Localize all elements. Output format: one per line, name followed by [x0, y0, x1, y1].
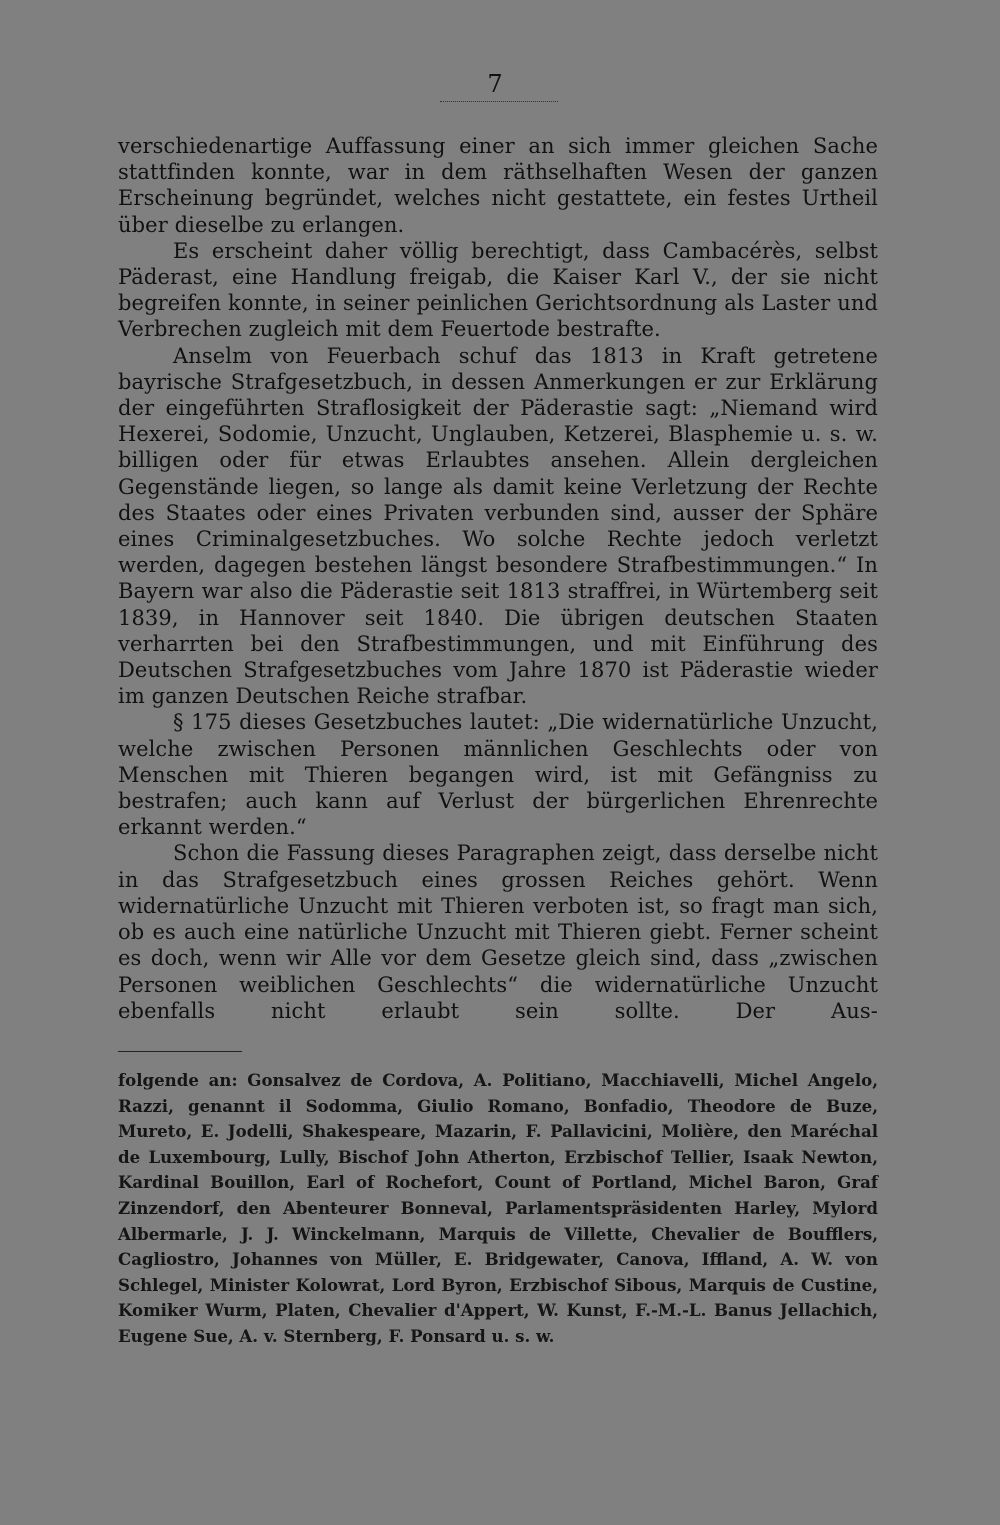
- footnote-text: folgende an: Gonsalvez de Cordova, A. Politiano, Macchiavelli, Michel Angelo, Razzi, genannt il Sodomma, Giulio Romano, Bonfadio, Theodore de Buze, Mureto, E. Jodelli, Shakespeare, Mazarin, F. Pallavicini, Molière, den Maréchal de Luxembourg, Lully, Bischof John Atherton, Erzbischof Tellier, Isaak Newton, Kardinal Bouillon, Earl of Rochefort, Count of Portland, Michel Baron, Graf Zinzendorf, den Abenteurer Bonneval, Parlamentspräsidenten Harley, Mylord Albermarle, J. J. Winckelmann, Marquis de Villette, Chevalier de Boufflers, Cagliostro, Johannes von Müller, E. Bridgewater, Canova, Iffland, A. W. von Schlegel, Minister Kolowrat, Lord Byron, Erzbischof Sibous, Marquis de Custine, Komiker Wurm, Platen, Chevalier d'Appert, W. Kunst, F.-M.-L. Banus Jellachich, Eugene Sue, A. v. Sternberg, F. Ponsard u. s. w.: [118, 1070, 878, 1346]
- paragraph-1: verschiedenartige Auffassung einer an sich immer gleichen Sache stattfinden konnte, war in dem räthselhaften Wesen der ganzen Erscheinung begründet, welches nicht gestattete, ein festes Urtheil über dieselbe zu erlangen.: [118, 134, 878, 237]
- paragraph-3: Anselm von Feuerbach schuf das 1813 in Kraft getretene bayrische Strafgesetzbuch, in dessen Anmerkungen er zur Erklärung der eingeführten Straflosigkeit der Päderastie sagt: „Niemand wird Hexerei, Sodomie, Unzucht, Unglauben, Ketzerei, Blasphemie u. s. w. billigen oder für etwas Erlaubtes ansehen. Allein dergleichen Gegenstände liegen, so lange als damit keine Verletzung der Rechte des Staates oder eines Privaten verbunden sind, ausser der Sphäre eines Criminalgesetzbuches. Wo solche Rechte jedoch verletzt werden, dagegen bestehen längst besondere Strafbestimmungen.“ In Bayern war also die Päderastie seit 1813 straffrei, in Würtemberg seit 1839, in Hannover seit 1840. Die übrigen deutschen Staaten verharrten bei den Strafbestimmungen, und mit Einführung des Deutschen Strafgesetzbuches vom Jahre 1870 ist Päderastie wieder im ganzen Deutschen Reiche strafbar.: [118, 343, 878, 709]
- paragraph-4: § 175 dieses Gesetzbuches lautet: „Die widernatürliche Unzucht, welche zwischen Personen männlichen Geschlechts oder von Menschen mit Thieren begangen wird, ist mit Gefängniss zu bestrafen; auch kann auf Verlust der bürgerlichen Ehrenrechte erkannt werden.“: [118, 710, 878, 840]
- page-number-rule: [440, 101, 558, 102]
- paragraph-5: Schon die Fassung dieses Paragraphen zeigt, dass derselbe nicht in das Strafgesetzbuch eines grossen Reiches gehört. Wenn widernatürliche Unzucht mit Thieren verboten ist, so fragt man sich, ob es auch eine natürliche Unzucht mit Thieren giebt. Ferner scheint es doch, wenn wir Alle vor dem Gesetze gleich sind, dass „zwischen Personen weiblichen Geschlechts“ die widernatürliche Unzucht ebenfalls nicht erlaubt sein sollte. Der Aus-: [118, 841, 878, 1023]
- footnote-rule: [118, 1051, 242, 1052]
- footnote: [118, 1068, 878, 1350]
- main-text: [118, 133, 878, 1024]
- page-number: 7: [487, 70, 503, 98]
- paragraph-2: Es erscheint daher völlig berechtigt, dass Cambacérès, selbst Päderast, eine Handlung freigab, die Kaiser Karl V., der sie nicht begreifen konnte, in seiner peinlichen Gerichtsordnung als Laster und Verbrechen zugleich mit dem Feuertode bestrafte.: [118, 238, 878, 342]
